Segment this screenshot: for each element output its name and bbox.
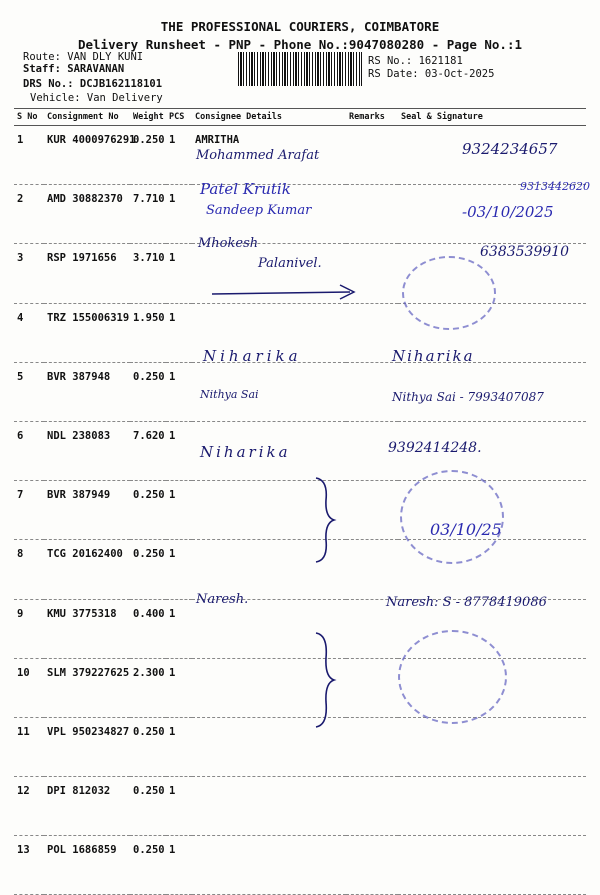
row-sno: 12 — [14, 777, 44, 836]
col-consignment: Consignment No — [44, 109, 130, 126]
row-weight: 0.250 — [130, 836, 166, 895]
row-remarks — [346, 540, 398, 599]
seal-stamp — [398, 630, 507, 724]
col-weight: Weight — [130, 109, 166, 126]
row-sno: 8 — [14, 540, 44, 599]
hw-r7-phone: 9392414248. — [388, 440, 482, 456]
row-remarks — [346, 185, 398, 244]
brace-icon — [310, 630, 340, 730]
staff-label: Staff: SARAVANAN — [23, 63, 125, 75]
row-sno: 4 — [14, 303, 44, 362]
row-pcs: 1 — [166, 658, 192, 717]
row-consignment: VPL 950234827 — [44, 717, 130, 776]
route-label: Route: VAN DLY KUNI — [23, 51, 144, 63]
hw-r1-name: Mohammed Arafat — [196, 148, 320, 163]
row-pcs: 1 — [166, 303, 192, 362]
row-remarks — [346, 717, 398, 776]
rs-date: RS Date: 03-Oct-2025 — [368, 68, 495, 80]
row-weight: 7.620 — [130, 421, 166, 480]
row-consignment: SLM 379227625 — [44, 658, 130, 717]
row-consignee — [192, 777, 346, 836]
row-signature — [398, 777, 586, 836]
row-sno: 7 — [14, 481, 44, 540]
row-weight: 1.950 — [130, 303, 166, 362]
row-remarks — [346, 481, 398, 540]
row-pcs: 1 — [166, 126, 192, 185]
row-sno: 6 — [14, 421, 44, 480]
row-consignment: KMU 3775318 — [44, 599, 130, 658]
row-weight: 2.300 — [130, 658, 166, 717]
row-sno: 11 — [14, 717, 44, 776]
row-weight: 0.250 — [130, 540, 166, 599]
row-pcs: 1 — [166, 481, 192, 540]
barcode-image — [238, 52, 362, 86]
row-remarks — [346, 126, 398, 185]
col-signature: Seal & Signature — [398, 109, 586, 126]
col-remarks: Remarks — [346, 109, 398, 126]
row-pcs: 1 — [166, 777, 192, 836]
hw-r5-sig: Niharika — [392, 347, 475, 365]
row-consignment: DPI 812032 — [44, 777, 130, 836]
row-weight: 0.250 — [130, 481, 166, 540]
row-pcs: 1 — [166, 421, 192, 480]
seal-stamp — [400, 470, 504, 564]
row-pcs: 1 — [166, 836, 192, 895]
hw-r2-date: -03/10/2025 — [462, 203, 554, 221]
row-remarks — [346, 836, 398, 895]
row-weight: 3.710 — [130, 244, 166, 303]
table-row — [14, 836, 586, 895]
runsheet-subtitle: Delivery Runsheet - PNP - Phone No.:9047080280 - Page No.:1 — [77, 37, 522, 52]
row-pcs: 1 — [166, 362, 192, 421]
row-consignment: KUR 4000976291 — [44, 126, 130, 185]
row-remarks — [346, 303, 398, 362]
row-consignment: NDL 238083 — [44, 421, 130, 480]
row-sno: 1 — [14, 126, 44, 185]
table-row — [14, 540, 586, 599]
row-remarks — [346, 777, 398, 836]
row-sno: 9 — [14, 599, 44, 658]
hw-r1-phone: 9324234657 — [462, 140, 558, 158]
row-pcs: 1 — [166, 185, 192, 244]
hw-r10-sig: Naresh: S - 8778419086 — [386, 595, 547, 610]
hw-r3-name2: Palanivel. — [258, 256, 322, 271]
hw-r2-name1: Patel Krutik — [200, 180, 291, 198]
col-consignee: Consignee Details — [192, 109, 346, 126]
company-title: THE PROFESSIONAL COURIERS, COIMBATORE — [160, 19, 440, 34]
row-sno: 3 — [14, 244, 44, 303]
row-remarks — [346, 658, 398, 717]
rs-number: RS No.: 1621181 — [368, 55, 463, 67]
row-pcs: 1 — [166, 717, 192, 776]
hw-r2-phone: 9313442620 — [520, 180, 590, 193]
col-pcs: PCS — [166, 109, 192, 126]
row-sno: 10 — [14, 658, 44, 717]
row-consignee: AMRITHA — [192, 126, 346, 185]
hw-r7-name: Niharika — [200, 443, 291, 461]
row-consignment: POL 1686859 — [44, 836, 130, 895]
row-sno: 5 — [14, 362, 44, 421]
vehicle-label: Vehicle: Van Delivery — [30, 92, 163, 104]
row-sno: 13 — [14, 836, 44, 895]
row-consignment: BVR 387949 — [44, 481, 130, 540]
table-header-row — [14, 109, 586, 126]
row-consignment: RSP 1971656 — [44, 244, 130, 303]
hw-r10-name: Naresh. — [196, 592, 249, 607]
row-pcs: 1 — [166, 540, 192, 599]
stamp-date: 03/10/25 — [430, 520, 502, 539]
row-consignee — [192, 836, 346, 895]
hw-r6-sig: Nithya Sai - 7993407087 — [392, 390, 544, 404]
hw-r6-name: Nithya Sai — [200, 388, 259, 401]
table-row — [14, 421, 586, 480]
hw-r3-name1: Mhokesh — [198, 236, 259, 251]
drs-number: DRS No.: DCJB162118101 — [23, 78, 163, 90]
row-consignment: AMD 30882370 — [44, 185, 130, 244]
hw-r5-name: Niharika — [203, 347, 302, 365]
seal-stamp — [402, 256, 496, 330]
row-weight: 0.250 — [130, 126, 166, 185]
row-signature — [398, 717, 586, 776]
row-weight: 7.710 — [130, 185, 166, 244]
table-row — [14, 777, 586, 836]
row-weight: 0.400 — [130, 599, 166, 658]
row-remarks — [346, 362, 398, 421]
row-weight: 0.250 — [130, 362, 166, 421]
row-consignment: TRZ 155006319 — [44, 303, 130, 362]
table-row — [14, 717, 586, 776]
row-weight: 0.250 — [130, 777, 166, 836]
row-consignment: BVR 387948 — [44, 362, 130, 421]
row-signature — [398, 836, 586, 895]
arrow-icon — [210, 282, 360, 302]
row-pcs: 1 — [166, 244, 192, 303]
row-weight: 0.250 — [130, 717, 166, 776]
brace-icon — [310, 475, 340, 565]
row-pcs: 1 — [166, 599, 192, 658]
col-sno: S No — [14, 109, 44, 126]
hw-r3-phone: 6383539910 — [480, 244, 570, 260]
row-consignment: TCG 20162400 — [44, 540, 130, 599]
hw-r2-name2: Sandeep Kumar — [206, 203, 312, 218]
row-sno: 2 — [14, 185, 44, 244]
